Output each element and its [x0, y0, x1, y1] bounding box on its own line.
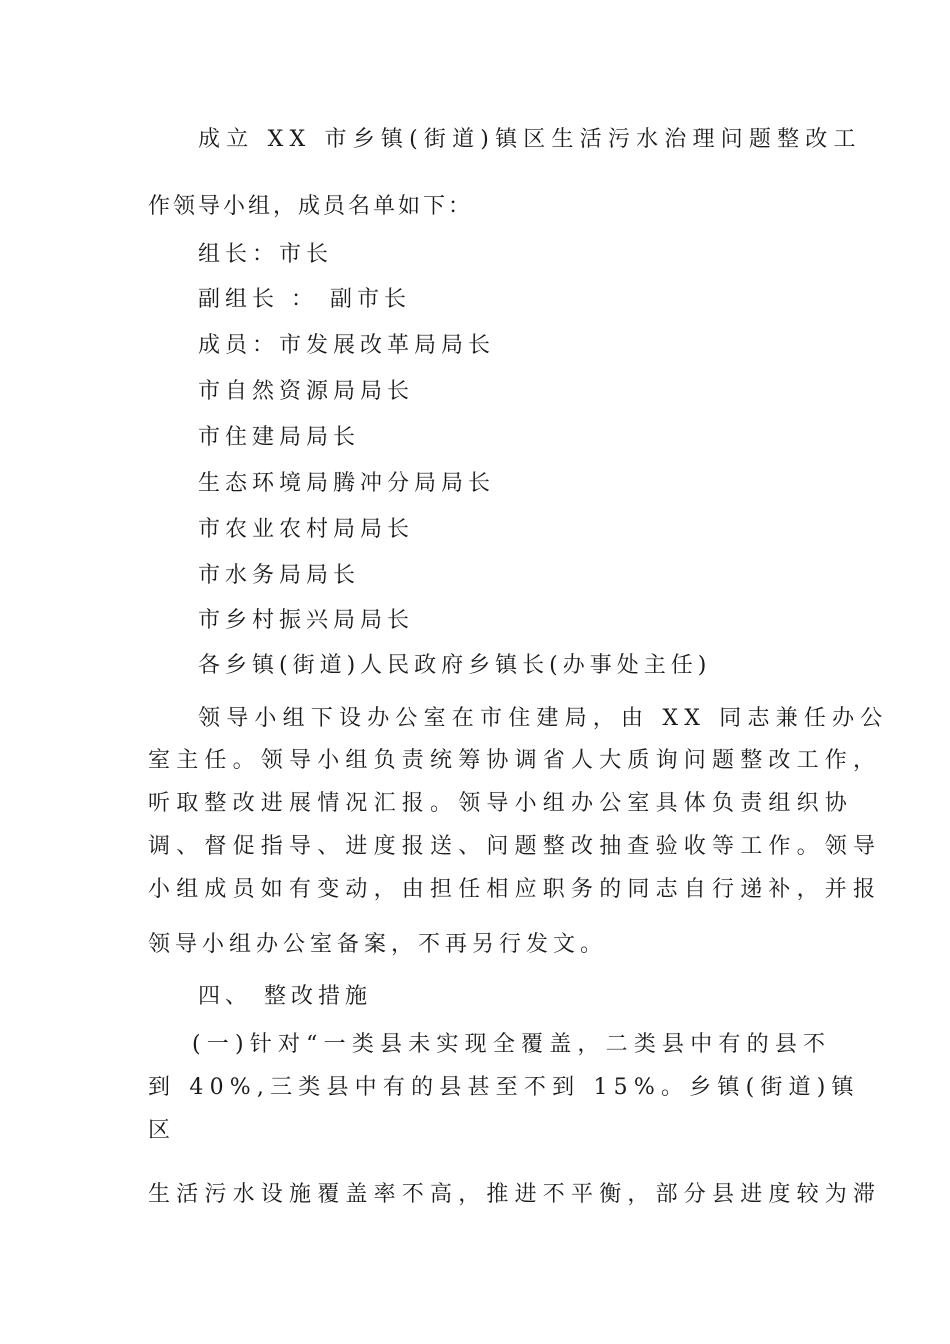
paragraph-2-line-4: 调、督促指导、进度报送、问题整改抽查验收等工作。领导: [148, 834, 882, 859]
member-line-2: 市自然资源局局长: [198, 379, 415, 404]
paragraph-3-line-3: 区: [148, 1118, 174, 1143]
member-line-1: 成员：市发展改革局局长: [198, 333, 496, 358]
paragraph-3-line-2: 到 40%,三类县中有的县甚至不到 15%。乡镇(街道)镇: [148, 1075, 860, 1100]
paragraph-2-line-2: 室主任。领导小组负责统筹协调省人大质询问题整改工作，: [148, 748, 882, 773]
member-deputy: 副组长 ： 副市长: [198, 287, 411, 312]
member-line-3: 市住建局局长: [198, 425, 361, 450]
paragraph-2-line-5: 小组成员如有变动，由担任相应职务的同志自行递补，并报: [148, 877, 882, 902]
paragraph-3-line-1: (一)针对“一类县未实现全覆盖，二类县中有的县不: [192, 1032, 832, 1057]
member-line-6: 市水务局局长: [198, 563, 361, 588]
paragraph-1-line-2: 作领导小组，成员名单如下：: [148, 194, 474, 219]
member-leader: 组长：市长: [198, 242, 334, 267]
paragraph-1-line-1: 成立 XX 市乡镇(街道)镇区生活污水治理问题整改工: [198, 127, 862, 152]
member-line-4: 生态环境局腾冲分局局长: [198, 471, 496, 496]
member-line-8: 各乡镇(街道)人民政府乡镇长(办事处主任): [198, 653, 712, 678]
member-line-5: 市农业农村局局长: [198, 517, 415, 542]
paragraph-2-line-3: 听取整改进展情况汇报。领导小组办公室具体负责组织协: [148, 791, 854, 816]
paragraph-2-line-1: 领导小组下设办公室在市住建局，由 XX 同志兼任办公: [198, 706, 889, 731]
section-heading-4: 四、 整改措施: [198, 984, 372, 1009]
paragraph-3-line-4: 生活污水设施覆盖率不高，推进不平衡，部分县进度较为滞: [148, 1182, 882, 1207]
member-line-7: 市乡村振兴局局长: [198, 608, 415, 633]
paragraph-2-line-6: 领导小组办公室备案，不再另行发文。: [148, 932, 608, 957]
